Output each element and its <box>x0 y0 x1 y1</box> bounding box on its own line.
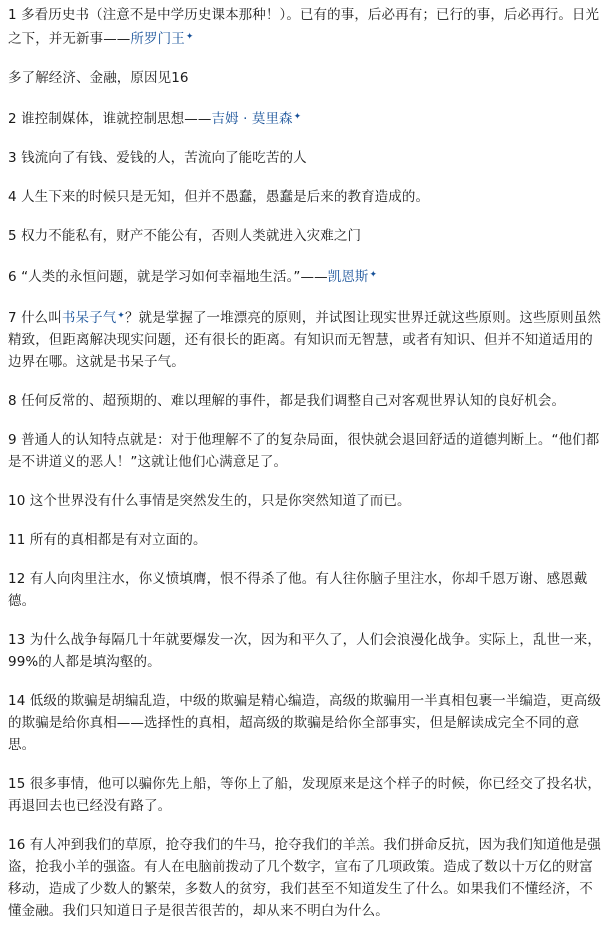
paragraph-text: 10 这个世界没有什么事情是突然发生的，只是你突然知道了而已。 <box>8 493 411 509</box>
paragraph-text: 15 很多事情，他可以骗你先上船，等你上了船，发现原来是这个样子的时候，你已经交了投名状，再退回去也已经没有路了。 <box>8 776 601 814</box>
paragraph-text: 12 有人向肉里注水，你义愤填膺，恨不得杀了他。有人往你脑子里注水，你却千恩万谢、感恩戴德。 <box>8 571 588 609</box>
article-paragraph <box>8 529 604 551</box>
article-paragraph <box>8 106 604 130</box>
article-paragraph <box>8 305 604 373</box>
article-paragraph <box>8 429 604 473</box>
entity-link[interactable] <box>62 310 125 326</box>
paragraph-text: 多了解经济、金融，原因见16 <box>8 70 189 86</box>
article-paragraph <box>8 147 604 169</box>
paragraph-text: 2 谁控制媒体，谁就控制思想—— <box>8 111 212 127</box>
paragraph-text: 8 任何反常的、超预期的、难以理解的事件，都是我们调整自己对客观世界认知的良好机会。 <box>8 393 566 409</box>
paragraph-text: 9 普通人的认知特点就是：对于他理解不了的复杂局面，很快就会退回舒适的道德判断上。“他们都是不讲道义的恶人！”这就让他们心满意足了。 <box>8 432 600 470</box>
article-paragraph <box>8 186 604 208</box>
article-paragraph <box>8 4 604 50</box>
article-paragraph <box>8 568 604 612</box>
paragraph-text: 4 人生下来的时候只是无知，但并不愚蠢，愚蠢是后来的教育造成的。 <box>8 189 430 205</box>
sparkle-icon: ✦ <box>117 311 125 321</box>
paragraph-text: 6 “人类的永恒问题，就是学习如何幸福地生活。”—— <box>8 269 328 285</box>
sparkle-icon: ✦ <box>369 270 378 280</box>
entity-link-label[interactable]: 吉姆 · 莫里森 <box>211 111 293 127</box>
paragraph-text: 13 为什么战争每隔几十年就要爆发一次，因为和平久了，人们会浪漫化战争。实际上，乱世一来，99%的人都是填沟壑的。 <box>8 632 601 670</box>
article-paragraph <box>8 390 604 412</box>
paragraph-text: 5 权力不能私有，财产不能公有，否则人类就进入灾难之门 <box>8 228 362 244</box>
article-paragraph <box>8 67 604 89</box>
sparkle-icon: ✦ <box>185 32 194 42</box>
entity-link[interactable] <box>211 111 301 127</box>
article-paragraph <box>8 225 604 247</box>
paragraph-text: 14 低级的欺骗是胡编乱造，中级的欺骗是精心编造，高级的欺骗用一半真相包裹一半编造，更高级的欺骗是给你真相——选择性的真相，超高级的欺骗是给你全部事实，但是解读成完全不同的意思。 <box>8 693 601 753</box>
paragraph-text: 1 多看历史书（注意不是中学历史课本那种！）。已有的事，后必再有；已行的事，后必再行。日光之下，并无新事—— <box>8 7 600 47</box>
entity-link-label[interactable]: 书呆子气 <box>61 310 117 326</box>
paragraph-text: 16 有人冲到我们的草原，抢夺我们的牛马，抢夺我们的羊羔。我们拼命反抗，因为我们知道他是强盗，抢我小羊的强盗。有人在电脑前拨动了几个数字，宣布了几项政策。造成了数以十万亿的财富移动，造成了少数人的繁荣，多数人的贫穷，我们甚至不知道发生了什么。如果我们不懂经济，不懂金融。我们只知道日子是很苦很苦的，却从来不明白为什么。 <box>8 837 601 919</box>
article-paragraph <box>8 264 604 288</box>
article-paragraph <box>8 629 604 673</box>
entity-link[interactable] <box>328 269 377 285</box>
article-paragraph <box>8 834 604 922</box>
entity-link-label[interactable]: 所罗门王 <box>130 31 185 47</box>
sparkle-icon: ✦ <box>293 112 302 122</box>
entity-link-label[interactable]: 凯恩斯 <box>327 269 369 285</box>
article-paragraph <box>8 773 604 817</box>
article-paragraph <box>8 490 604 512</box>
paragraph-text: ？就是掌握了一堆漂亮的原则，并试图让现实世界迁就这些原则。这些原则虽然精致，但距离解决现实问题，还有很长的距离。有知识而无智慧，或者有知识、但并不知道适用的边界在哪。这就是书呆子气。 <box>8 310 601 370</box>
entity-link[interactable] <box>130 31 193 47</box>
paragraph-text: 7 什么叫 <box>8 310 62 326</box>
paragraph-text: 3 钱流向了有钱、爱钱的人，苦流向了能吃苦的人 <box>8 150 307 166</box>
article-paragraph <box>8 690 604 756</box>
paragraph-text: 11 所有的真相都是有对立面的。 <box>8 532 207 548</box>
